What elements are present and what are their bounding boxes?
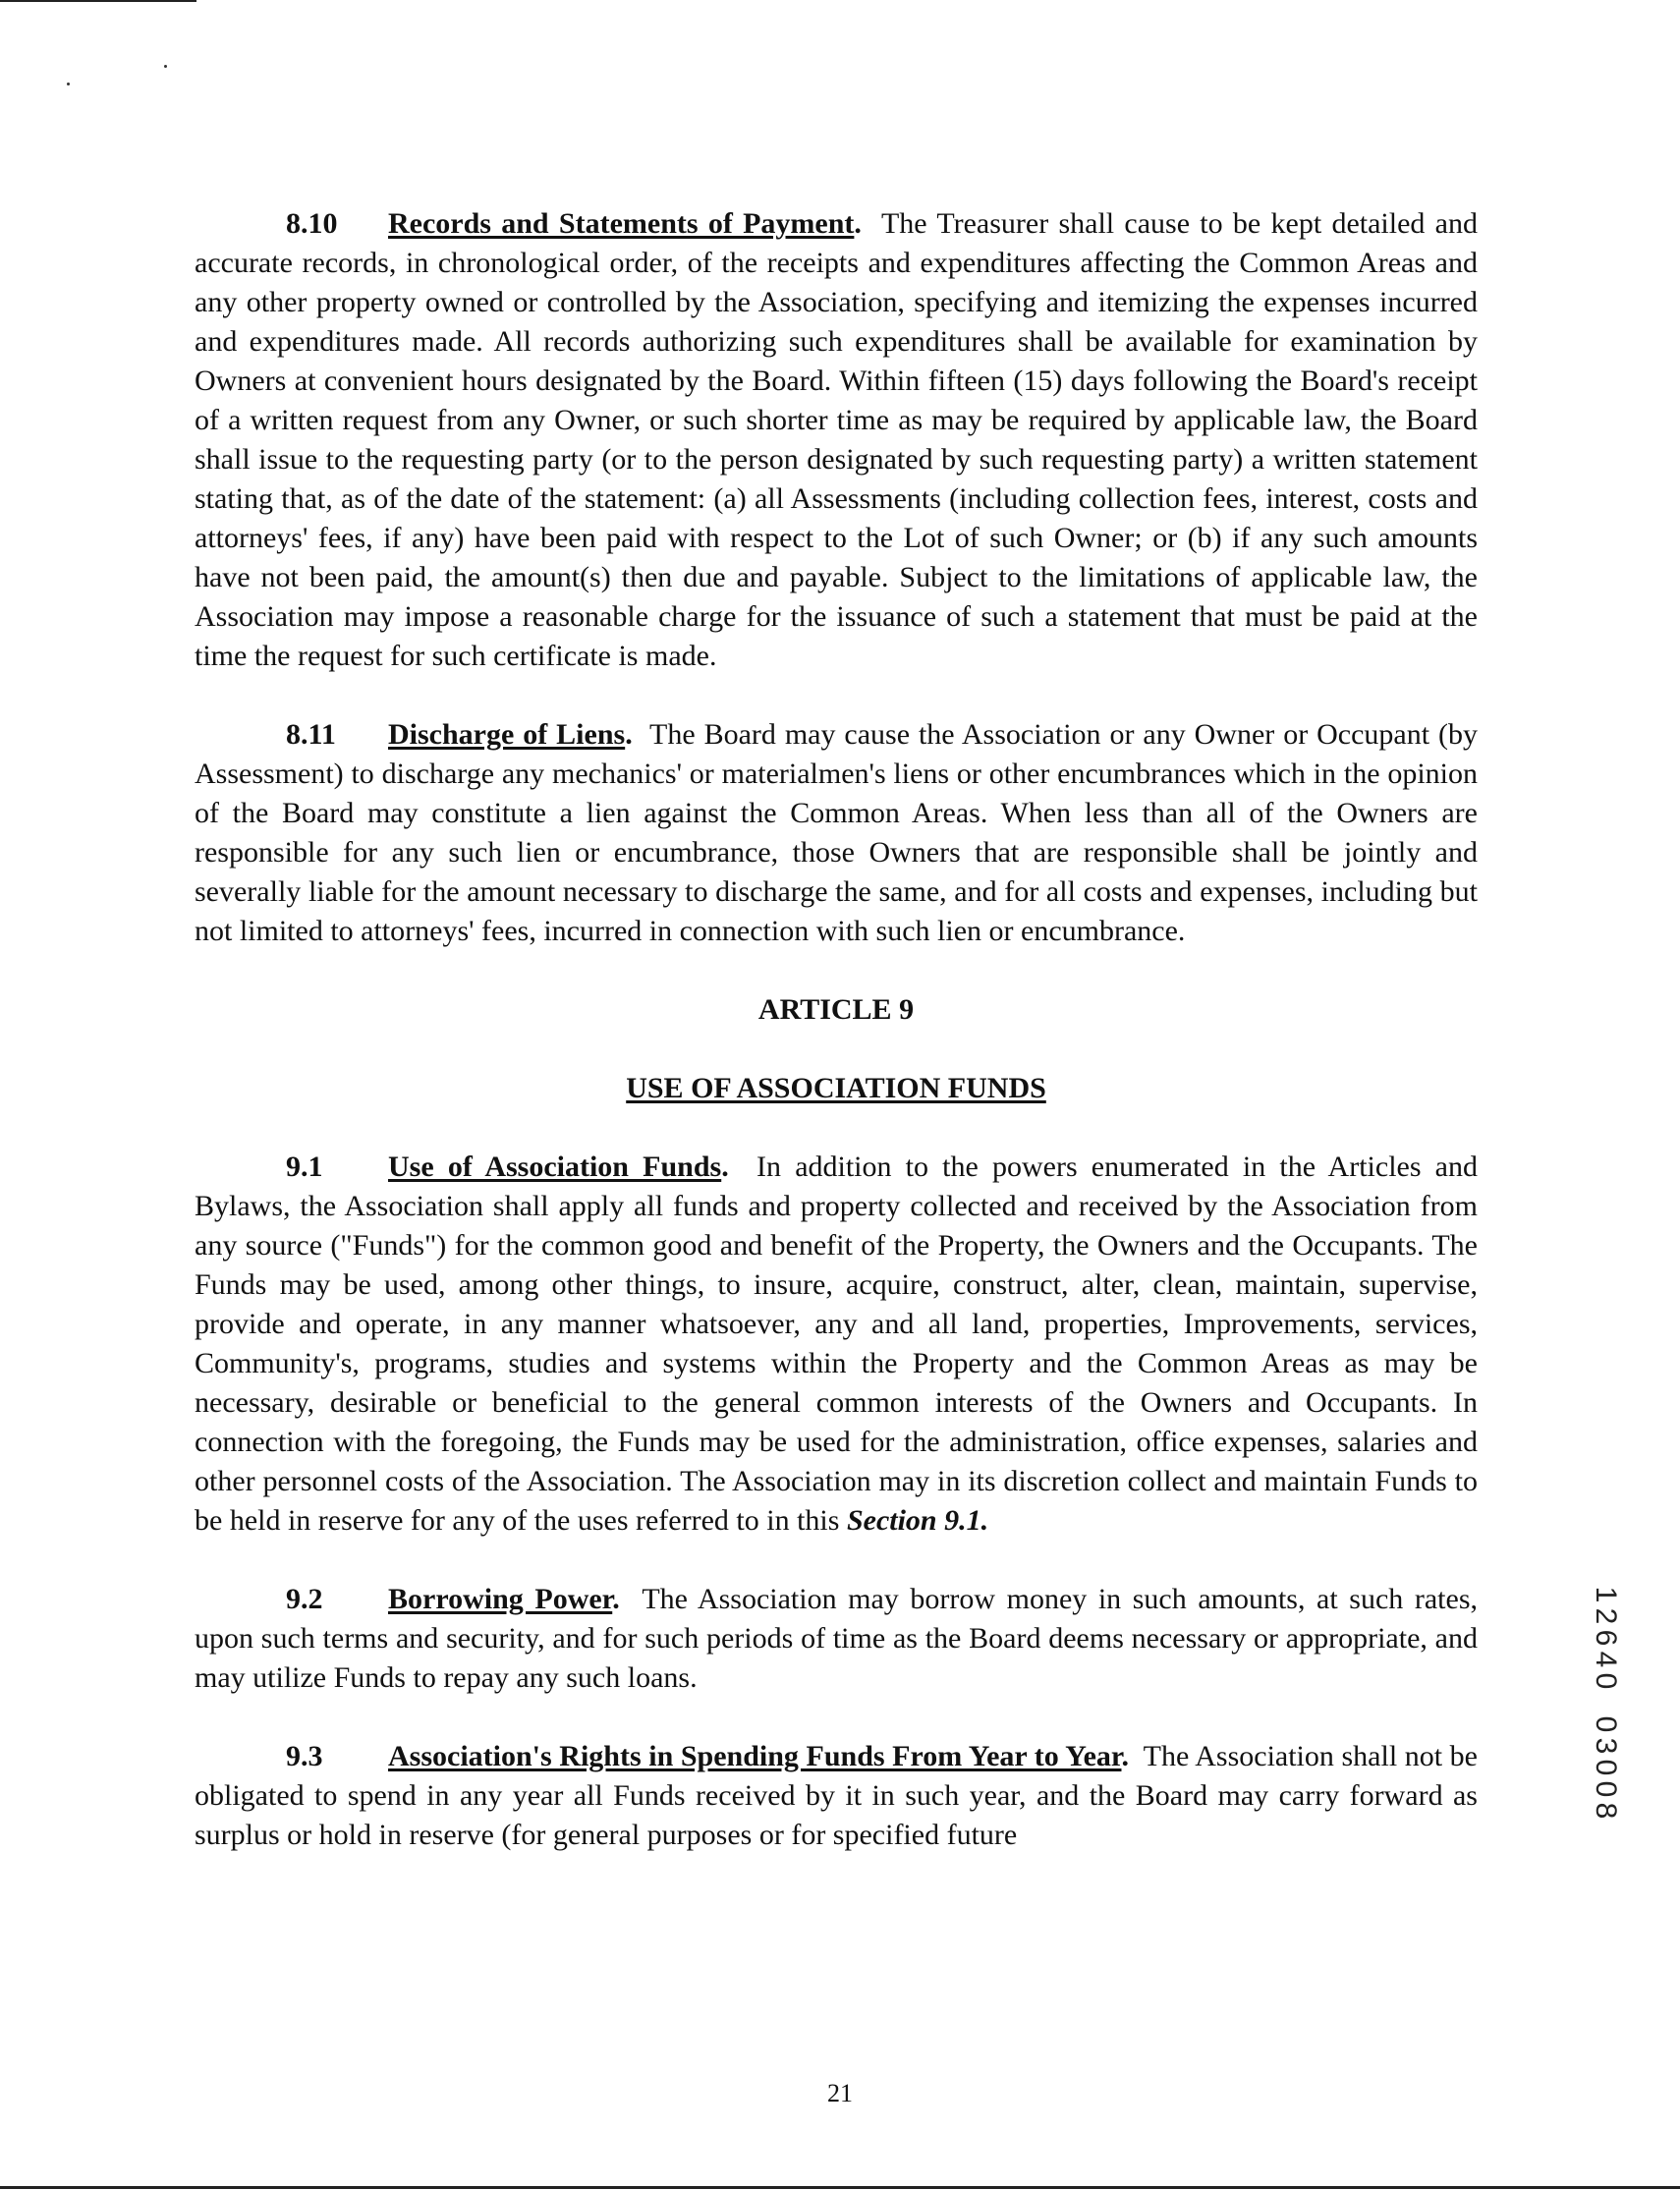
section-number: 9.2: [286, 1583, 323, 1615]
stamp-digit: 3: [1590, 1737, 1622, 1755]
section-text: The Treasurer shall cause to be kept detailed and accurate records, in chronological order, of the receipts and expenditures affecting the Common Areas and any other property owned or controlled by the Association, specifying and itemizing the expenses incurred and expenditures made. All records authorizing such expenditures shall be available for examination by Owners at convenient hours designated by the Board. Within fifteen (15) days following the Board's receipt of a written request from any Owner, or such shorter time as may be required by applicable law, the Board shall issue to the requesting party (or to the person designated by such requesting party) a written statement stating that, as of the date of the statement: (a) all Assessments (including collection fees, interest, costs and attorneys' fees, if any) have been paid with respect to the Lot of such Owner; or (b) if any such amounts have not been paid, the amount(s) then due and payable. Subject to the limitations of applicable law, the Association may impose a reasonable charge for the issuance of such a statement that must be paid at the time the request for such certificate is made.: [195, 207, 1478, 672]
article-label: ARTICLE 9: [757, 993, 915, 1026]
section-text: The Board may cause the Association or any Owner or Occupant (by Assessment) to discharge any mechanics' or materialmen's liens or other encumbrances which in the opinion of the Board may constitute a lien against the Common Areas. When less than all of the Owners are responsible for any such lien or encumbrance, those Owners that are responsible shall be jointly and severally liable for the amount necessary to discharge the same, and for all costs and expenses, including but not limited to attorneys' fees, incurred in connection with such lien or encumbrance.: [195, 718, 1478, 947]
stamp-digit: 0: [1590, 1672, 1622, 1690]
stamp-digit: 0: [1590, 1759, 1622, 1776]
page-number: 21: [827, 2079, 853, 2107]
stamp-digit: 8: [1590, 1802, 1622, 1820]
stamp-digit: 4: [1590, 1651, 1622, 1668]
section-number: 8.11: [286, 718, 336, 751]
recording-stamp: [1586, 1584, 1625, 1822]
section-text: In addition to the powers enumerated in the Articles and Bylaws, the Association shall apply all funds and property collected and received by the Association from any source ("Funds") for the common good and benefit of the Property, the Owners and the Occupants. The Funds may be used, among other things, to insure, acquire, construct, alter, clean, maintain, supervise, provide and operate, in any manner whatsoever, any and all land, properties, Improvements, services, Community's, programs, studies and systems within the Property and the Common Areas as may be necessary, desirable or beneficial to the general common interests of the Owners and Occupants. In connection with the foregoing, the Funds may be used for the administration, office expenses, salaries and other personnel costs of the Association. The Association may in its discretion collect and maintain Funds to be held in reserve for any of the uses referred to in this: [195, 1151, 1478, 1537]
section-title: Borrowing Power: [388, 1583, 613, 1615]
section-8-10: 8.10 Records and Statements of Payment. The Treasurer shall cause to be kept detailed and accurate records, in chronological order, of the receipts and expenditures affecting the Common Areas and any other property owned or controlled by the Association, specifying and itemizing the expenses incurred and expenditures made. All records authorizing such expenditures shall be available for examination by Owners at convenient hours designated by the Board. Within fifteen (15) days following the Board's receipt of a written request from any Owner, or such shorter time as may be required by applicable law, the Board shall issue to the requesting party (or to the person designated by such requesting party) a written statement stating that, as of the date of the statement: (a) all Assessments (including collection fees, interest, costs and attorneys' fees, if any) have been paid with respect to the Lot of such Owner; or (b) if any such amounts have not been paid, the amount(s) then due and payable. Subject to the limitations of applicable law, the Association may impose a reasonable charge for the issuance of such a statement that must be paid at the time the request for such certificate is made.: [195, 204, 1478, 676]
stamp-digit: 0: [1590, 1715, 1622, 1733]
scan-speck: [164, 65, 167, 68]
section-9-1: 9.1 Use of Association Funds. In addition to the powers enumerated in the Articles and Bylaws, the Association shall apply all funds and property collected and received by the Association from any source ("Funds") for the common good and benefit of the Property, the Owners and the Occupants. The Funds may be used, among other things, to insure, acquire, construct, alter, clean, maintain, supervise, provide and operate, in any manner whatsoever, any and all land, properties, Improvements, services, Community's, programs, studies and systems within the Property and the Common Areas as may be necessary, desirable or beneficial to the general common interests of the Owners and Occupants. In connection with the foregoing, the Funds may be used for the administration, office expenses, salaries and other personnel costs of the Association. The Association may in its discretion collect and maintain Funds to be held in reserve for any of the uses referred to in this Section 9.1.: [195, 1148, 1478, 1541]
section-text: The Association may borrow money in such amounts, at such rates, upon such terms and security, and for such periods of time as the Board deems necessary or appropriate, and may utilize Funds to repay any such loans.: [195, 1583, 1478, 1694]
stamp-digit: 2: [1590, 1607, 1622, 1625]
section-title: Association's Rights in Spending Funds From Year to Year: [388, 1740, 1122, 1772]
section-title: Records and Statements of Payment: [388, 207, 855, 240]
scan-speck: [67, 83, 70, 85]
stamp-digit: 1: [1590, 1586, 1622, 1603]
section-9-3: 9.3 Association's Rights in Spending Funds From Year to Year. The Association shall not be obligated to spend in any year all Funds received by it in such year, and the Board may carry forward as surplus or hold in reserve (for general purposes or for specified future: [195, 1737, 1478, 1855]
scan-artifact-top: [0, 0, 196, 2]
article-title-text: USE OF ASSOCIATION FUNDS: [626, 1072, 1046, 1104]
stamp-book-number: [1586, 1584, 1625, 1692]
stamp-page-number: [1586, 1713, 1625, 1822]
stamp-digit: 6: [1590, 1629, 1622, 1647]
section-number: 9.1: [286, 1151, 323, 1183]
section-number: 9.3: [286, 1740, 323, 1772]
section-text: The Association shall not be obligated to spend in any year all Funds received by it in such year, and the Board may carry forward as surplus or hold in reserve (for general purposes or for specified future: [195, 1740, 1478, 1851]
section-title: Use of Association Funds: [388, 1151, 722, 1183]
section-9-2: 9.2 Borrowing Power. The Association may borrow money in such amounts, at such rates, upon such terms and security, and for such periods of time as the Board deems necessary or appropriate, and may utilize Funds to repay any such loans.: [195, 1580, 1478, 1698]
stamp-digit: 0: [1590, 1780, 1622, 1798]
section-number: 8.10: [286, 207, 338, 240]
section-8-11: 8.11 Discharge of Liens. The Board may cause the Association or any Owner or Occupant (by Assessment) to discharge any mechanics' or materialmen's liens or other encumbrances which in the opinion of the Board may constitute a lien against the Common Areas. When less than all of the Owners are responsible for any such lien or encumbrance, those Owners that are responsible shall be jointly and severally liable for the amount necessary to discharge the same, and for all costs and expenses, including but not limited to attorneys' fees, incurred in connection with such lien or encumbrance.: [195, 715, 1478, 951]
section-title: Discharge of Liens: [388, 718, 626, 751]
section-reference: Section 9.1.: [846, 1504, 989, 1537]
article-title: [195, 1069, 1478, 1108]
document-body: [195, 204, 1478, 1894]
